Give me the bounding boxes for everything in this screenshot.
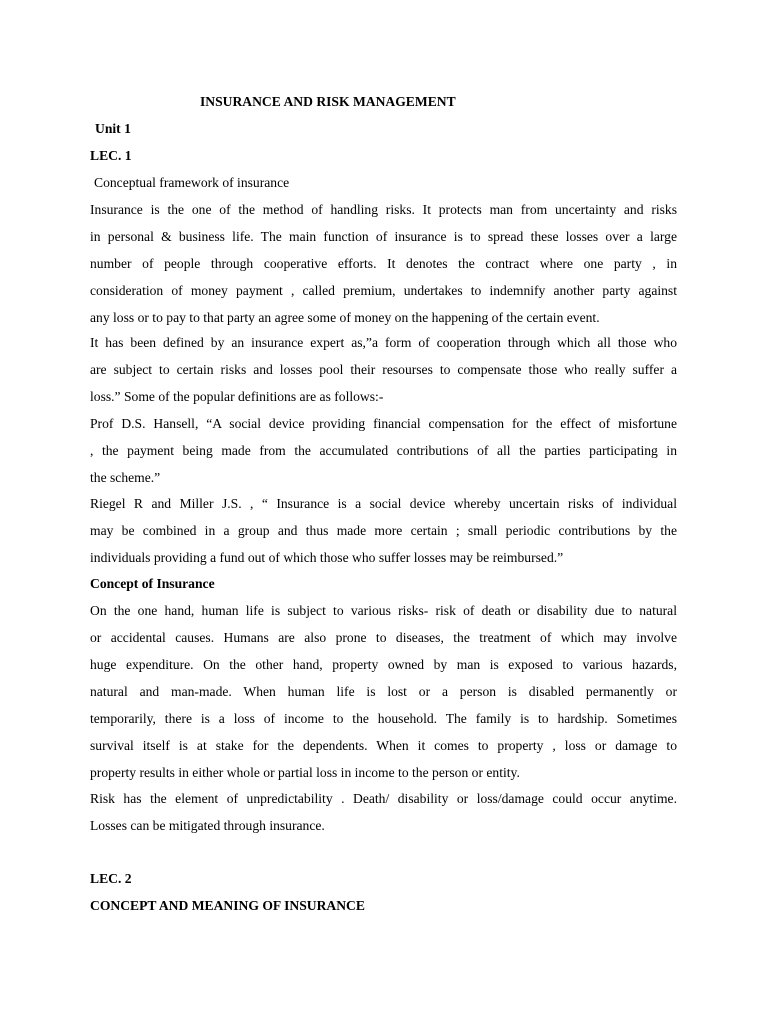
paragraph-line: loss.” Some of the popular definitions are as follows:-	[90, 389, 384, 404]
paragraph-line: survival itself is at stake for the dependents. When it comes to property , loss or damage to	[90, 738, 677, 753]
paragraph-line: in personal & business life. The main function of insurance is to spread these losses over a large	[90, 229, 677, 244]
paragraph-line: are subject to certain risks and losses pool their resourses to compensate those who really suffer a	[90, 362, 677, 377]
concept-heading: Concept of Insurance	[90, 576, 215, 591]
paragraph-line: Prof D.S. Hansell, “A social device providing financial compensation for the effect of misfortune	[90, 416, 677, 431]
paragraph-line: any loss or to pay to that party an agree some of money on the happening of the certain event.	[90, 310, 600, 325]
unit-label: Unit 1	[95, 121, 131, 136]
paragraph-line: It has been defined by an insurance expert as,”a form of cooperation through which all those who	[90, 335, 677, 350]
paragraph-line: or accidental causes. Humans are also prone to diseases, the treatment of which may involve	[90, 630, 677, 645]
paragraph-line: Riegel R and Miller J.S. , “ Insurance is a social device whereby uncertain risks of individual	[90, 496, 677, 511]
section-subtitle: Conceptual framework of insurance	[94, 175, 290, 190]
lec2-heading: CONCEPT AND MEANING OF INSURANCE	[90, 898, 365, 913]
paragraph-line: consideration of money payment , called premium, undertakes to indemnify another party against	[90, 283, 677, 298]
paragraph-line: , the payment being made from the accumulated contributions of all the parties participating in	[90, 443, 677, 458]
paragraph-line: Insurance is the one of the method of handling risks. It protects man from uncertainty and risks	[90, 202, 677, 217]
paragraph-line: may be combined in a group and thus made more certain ; small periodic contributions by the	[90, 523, 677, 538]
paragraph-line: Risk has the element of unpredictability . Death/ disability or loss/damage could occur anytime.	[90, 791, 677, 806]
paragraph-line: property results in either whole or partial loss in income to the person or entity.	[90, 765, 520, 780]
paragraph-line: On the one hand, human life is subject to various risks- risk of death or disability due to natural	[90, 603, 677, 618]
paragraph-line: temporarily, there is a loss of income to the household. The family is to hardship. Sometimes	[90, 711, 677, 726]
document-title: INSURANCE AND RISK MANAGEMENT	[200, 94, 456, 109]
paragraph-line: huge expenditure. On the other hand, property owned by man is exposed to various hazards,	[90, 657, 677, 672]
paragraph-line: number of people through cooperative efforts. It denotes the contract where one party , in	[90, 256, 677, 271]
paragraph-line: individuals providing a fund out of which those who suffer losses may be reimbursed.”	[90, 550, 564, 565]
lec1-label: LEC. 1	[90, 148, 132, 163]
paragraph-line: natural and man-made. When human life is lost or a person is disabled permanently or	[90, 684, 677, 699]
paragraph-line: the scheme.”	[90, 470, 161, 485]
paragraph-line: Losses can be mitigated through insurance.	[90, 818, 325, 833]
lec2-label: LEC. 2	[90, 871, 132, 886]
